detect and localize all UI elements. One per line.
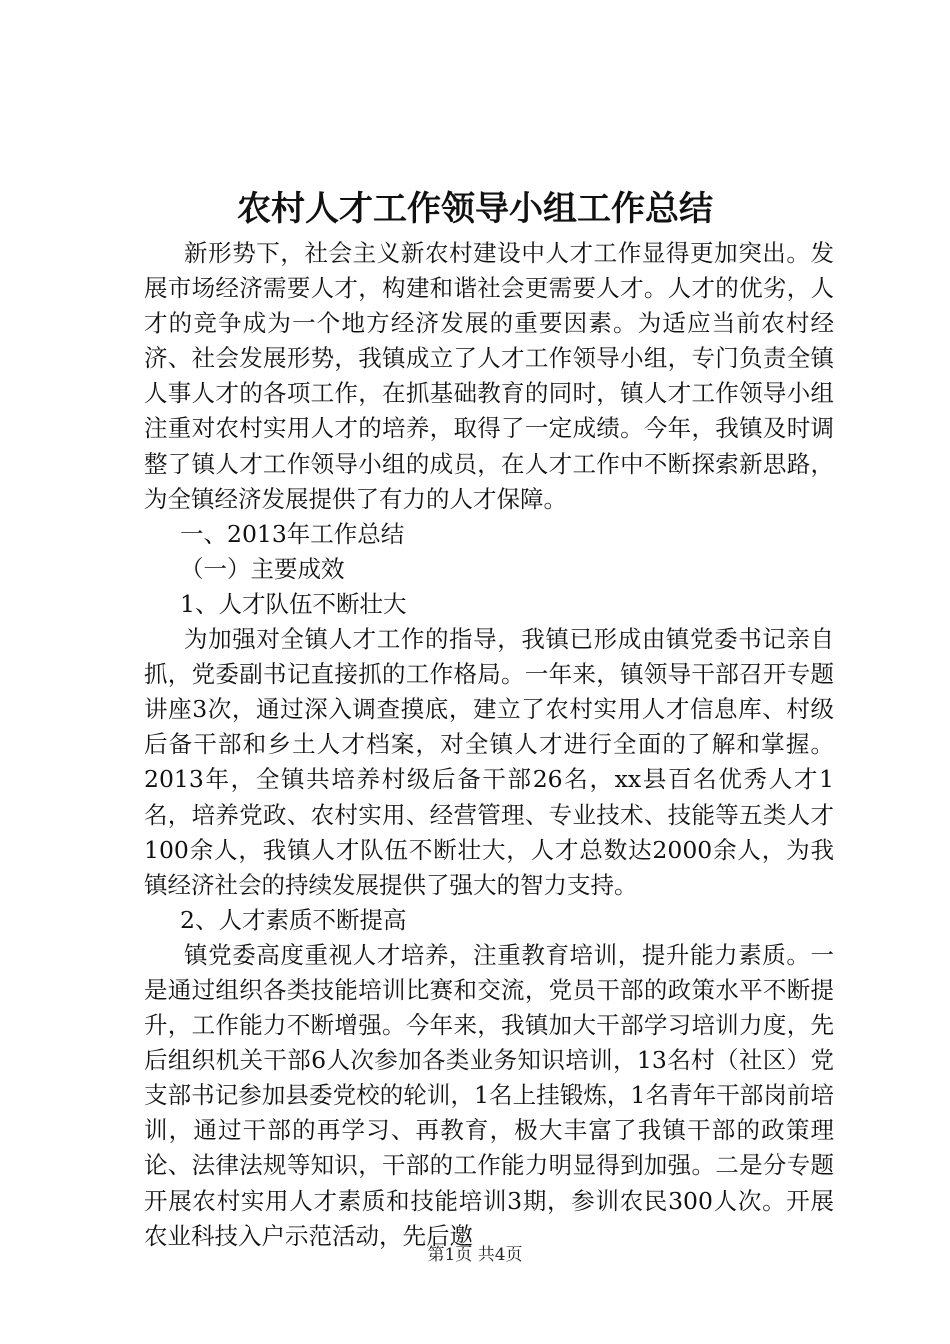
item-heading-1: 1、人才队伍不断壮大 [180,589,407,618]
page-footer: 第1页 共4页 [427,1245,523,1265]
paragraph-talent-team: 为加强对全镇人才工作的指导，我镇已形成由镇党委书记亲自抓，党委副书记直接抓的工作格局。一年来，镇领导干部召开专题讲座3次，通过深入调查摸底，建立了农村实用人才信息库、村级后备干部和乡土人才档案，对全镇人才进行全面的了解和掌握。2013年，全镇共培养村级后备干部26名，xx县百名优秀人才1名，培养党政、农村实用、经营管理、专业技术、技能等五类人才100余人，我镇人才队伍不断壮大，人才总数达2000余人，为我镇经济社会的持续发展提供了强大的智力支持。 [144,625,834,899]
paragraph-talent-quality: 镇党委高度重视人才培养，注重教育培训，提升能力素质。一是通过组织各类技能培训比赛和交流，党员干部的政策水平不断提升，工作能力不断增强。今年来，我镇加大干部学习培训力度，先后组织机关干部6人次参加各类业务知识培训，13名村（社区）党支部书记参加县委党校的轮训，1名上挂锻炼，1名青年干部岗前培训，通过干部的再学习、再教育，极大丰富了我镇干部的政策理论、法律法规等知识，干部的工作能力明显得到加强。二是分专题开展农村实用人才素质和技能培训3期，参训农民300人次。开展农业科技入户示范活动，先后邀 [144,940,834,1250]
intro-paragraph: 新形势下，社会主义新农村建设中人才工作显得更加突出。发展市场经济需要人才，构建和谐社会更需要人才。人才的优劣，人才的竞争成为一个地方经济发展的重要因素。为适应当前农村经济、社会发展形势，我镇成立了人才工作领导小组，专门负责全镇人事人才的各项工作，在抓基础教育的同时，镇人才工作领导小组注重对农村实用人才的培养，取得了一定成绩。今年，我镇及时调整了镇人才工作领导小组的成员，在人才工作中不断探索新思路，为全镇经济发展提供了有力的人才保障。 [144,239,834,513]
document-body [144,236,834,1254]
item-heading-2: 2、人才素质不断提高 [180,905,407,934]
document-title: 农村人才工作领导小组工作总结 [237,189,713,229]
section-heading: 一、2013年工作总结 [180,519,405,548]
subsection-heading: （一）主要成效 [180,554,345,583]
